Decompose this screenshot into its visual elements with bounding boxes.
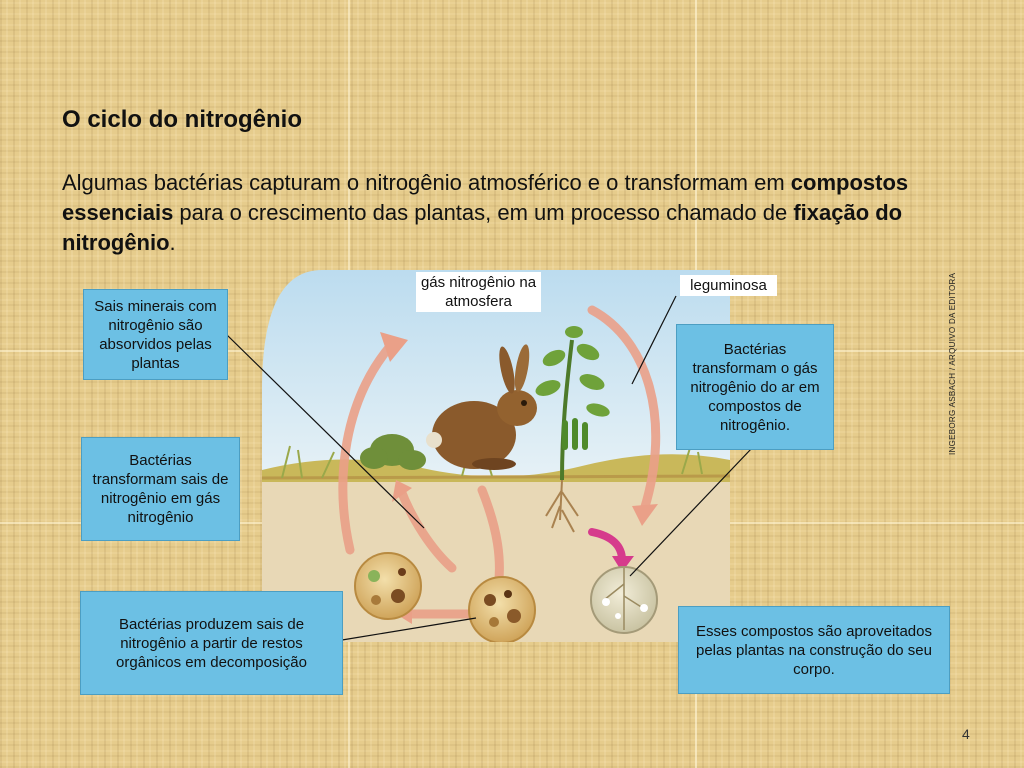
callout-denitrification: Bactérias transformam sais de nitrogênio em gás nitrogênio (81, 437, 240, 541)
callout-absorbed: Sais minerais com nitrogênio são absorvidos pelas plantas (83, 289, 228, 380)
intro-bold-term: fixação do nitrogênio (62, 200, 903, 255)
legume-label: leguminosa (680, 275, 777, 296)
intro-text: para o crescimento das plantas, em um processo chamado de (173, 200, 794, 225)
soil-sample-circle (355, 553, 421, 619)
intro-text: . (169, 230, 176, 255)
root-nodule-circle (591, 567, 657, 633)
intro-bold-term: compostos essenciais (62, 170, 909, 225)
nitrogen-cycle-illustration (262, 270, 730, 642)
image-credit: INGEBORG ASBACH / ARQUIVO DA EDITORA (948, 272, 957, 455)
slide-title: O ciclo do nitrogênio (62, 106, 302, 133)
callout-fixation: Bactérias transformam o gás nitrogênio do ar em compostos de nitrogênio. (676, 324, 834, 450)
atmosphere-gas-label: gás nitrogênio na atmosfera (416, 272, 541, 312)
decomposition-circle (469, 577, 535, 642)
callout-decomposition: Bactérias produzem sais de nitrogênio a partir de restos orgânicos em decomposição (80, 591, 343, 695)
page-number: 4 (962, 726, 970, 742)
callout-usage: Esses compostos são aproveitados pelas plantas na construção do seu corpo. (678, 606, 950, 694)
intro-paragraph (62, 168, 922, 258)
intro-text: Algumas bactérias capturam o nitrogênio atmosférico e o transformam em (62, 170, 791, 195)
